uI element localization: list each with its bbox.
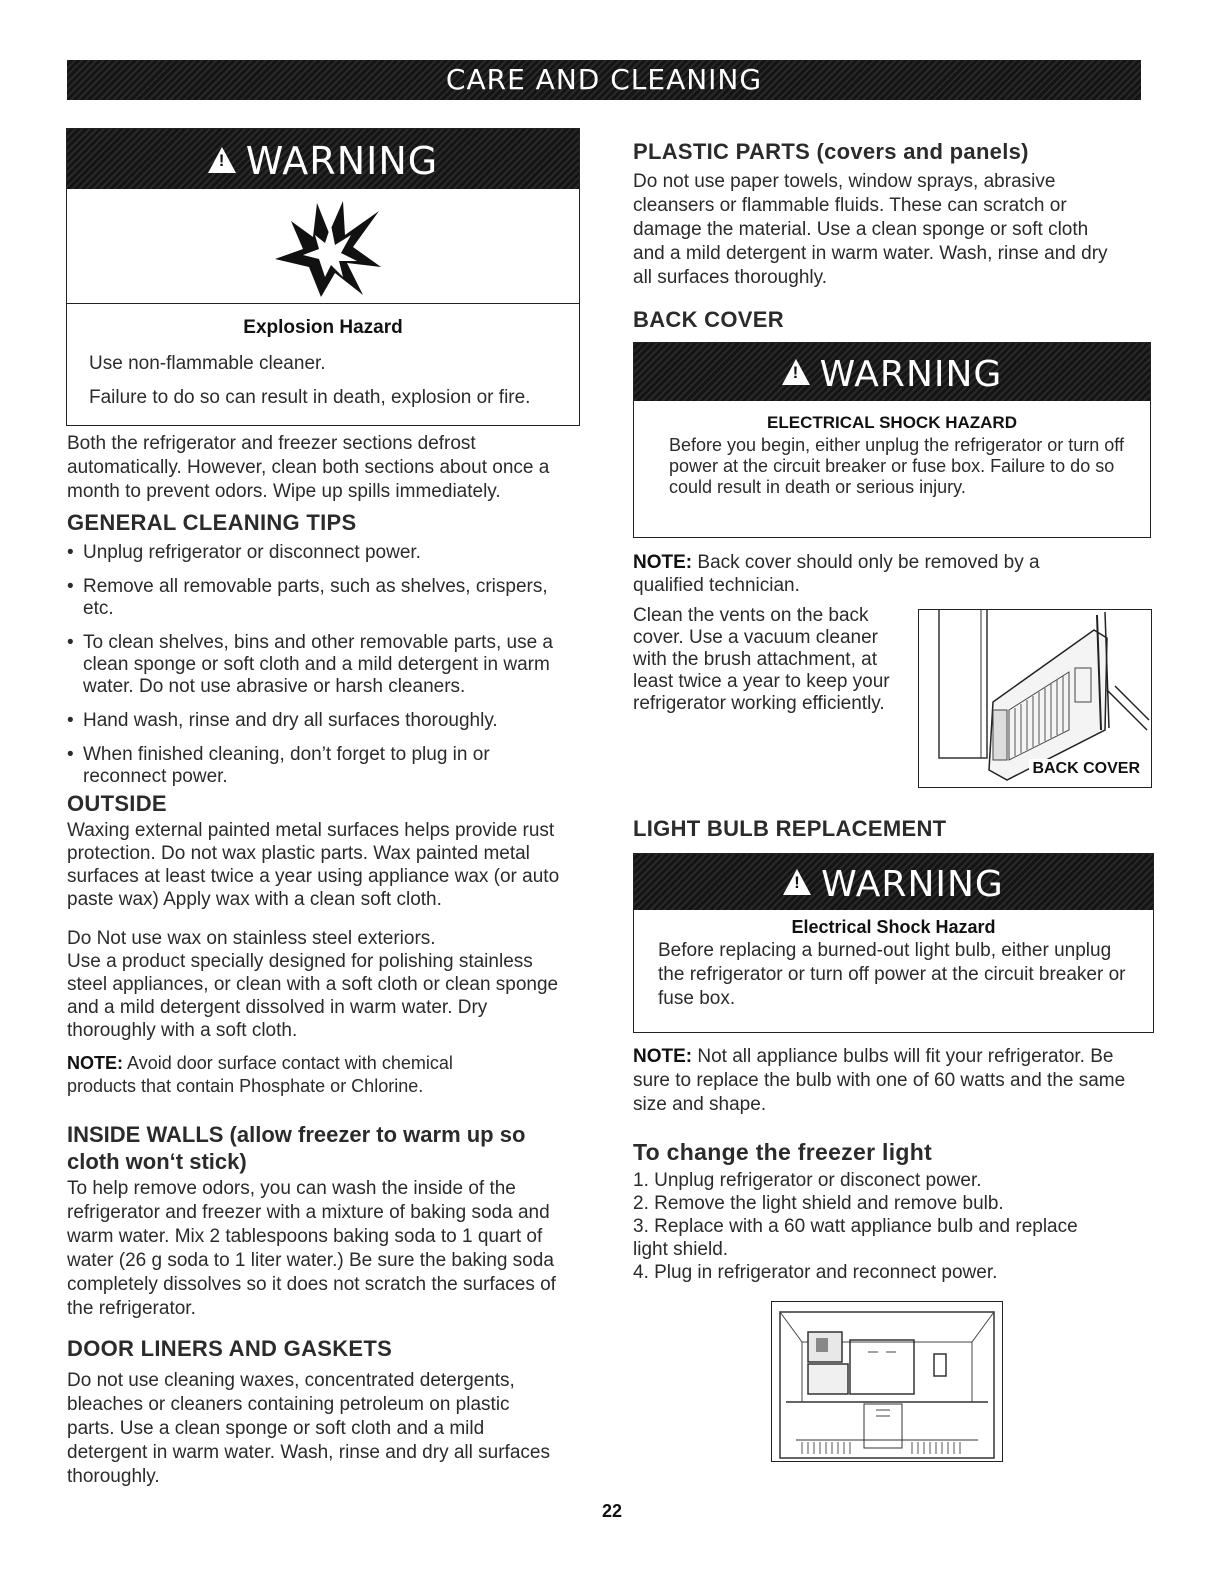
door-liners-paragraph: Do not use cleaning waxes, concentrated detergents, bleaches or cleaners containing petroleum on plastic parts. Use a clean sponge or soft cloth and a mild detergent in warm water. Wash, rinse and dry all surfaces thoroughly. (67, 1370, 550, 1487)
warning-hazard: ELECTRICAL SHOCK HAZARD (767, 413, 1017, 432)
general-cleaning-tips-heading: GENERAL CLEANING TIPS (67, 510, 357, 535)
note-text: Back cover should only be removed by a qualified technician. (633, 552, 1040, 596)
freezer-interior-illustration (772, 1302, 1002, 1461)
list-item: • When finished cleaning, don’t forget to plug in or reconnect power. (67, 744, 562, 788)
outside-heading: OUTSIDE (67, 791, 167, 816)
outside-paragraph-1: Waxing external painted metal surfaces helps provide rust protection. Do not wax plastic parts. Wax painted metal surfaces at least twice a year using appliance wax (or auto paste wax) Apply wax with a clean soft cloth. (67, 820, 560, 910)
outside-note (67, 1052, 517, 1098)
warning-title: WARNING (245, 139, 439, 183)
light-bulb-note (633, 1045, 1153, 1117)
note-label: NOTE: (633, 552, 693, 573)
warning-box-light-bulb (633, 853, 1154, 1033)
back-cover-figure (918, 609, 1152, 788)
inside-walls-heading: INSIDE WALLS (allow freezer to warm up so cloth won‘t stick) (67, 1122, 526, 1174)
list-item: • Hand wash, rinse and dry all surfaces thoroughly. (67, 710, 562, 732)
warning-text: Before replacing a burned-out light bulb, either unplug the refrigerator or turn off power at the circuit breaker or fuse box. (658, 940, 1126, 1009)
list-item: • Remove all removable parts, such as shelves, crispers, etc. (67, 576, 562, 620)
list-item: 2. Remove the light shield and remove bulb. (633, 1193, 1004, 1214)
warning-line-1: Use non-flammable cleaner. (89, 353, 326, 374)
section-header (67, 60, 1141, 100)
back-cover-heading: BACK COVER (633, 307, 784, 332)
back-cover-note (633, 551, 1093, 597)
list-item: • To clean shelves, bins and other removable parts, use a clean sponge or soft cloth and a mild detergent in warm water. Do not use abrasive or harsh cleaners. (67, 632, 562, 698)
freezer-light-heading: To change the freezer light (633, 1139, 933, 1165)
note-text: Avoid door surface contact with chemical products that contain Phosphate or Chlorine. (67, 1053, 453, 1096)
inside-walls-paragraph: To help remove odors, you can wash the inside of the refrigerator and freezer with a mixture of baking soda and warm water. Mix 2 tablespoons baking soda to 1 quart of water (26 g soda to 1 liter water.) Be sure the baking soda completely dissolves so it does not scratch the surfaces of the refrigerator. (67, 1178, 556, 1319)
warning-banner (67, 129, 579, 189)
outside-paragraph-3: Use a product specially designed for polishing stainless steel appliances, or clean with a soft cloth or clean sponge and a mild detergent dissolved in warm water. Dry thoroughly with a soft cloth. (67, 951, 559, 1041)
outside-paragraph-2: Do Not use wax on stainless steel exteriors. (67, 928, 436, 949)
figure-label: BACK COVER (1029, 759, 1143, 779)
page-number: 22 (601, 1501, 623, 1521)
explosion-icon (273, 197, 383, 302)
warning-hazard: Electrical Shock Hazard (791, 917, 996, 937)
warning-hazard: Explosion Hazard (243, 317, 403, 338)
warning-box-explosion (66, 128, 580, 426)
warning-title: WARNING (821, 864, 1004, 905)
warning-title: WARNING (819, 354, 1003, 395)
plastic-parts-paragraph: Do not use paper towels, window sprays, abrasive cleansers or flammable fluids. These can scratch or damage the material. Use a clean sponge or soft cloth and a mild detergent in warm water. Wash, rinse and dry all surfaces thoroughly. (633, 171, 1108, 288)
list-item: 1. Unplug refrigerator or disconect power. (633, 1170, 982, 1191)
list-item: 4. Plug in refrigerator and reconnect power. (633, 1262, 998, 1283)
list-item: • Unplug refrigerator or disconnect power. (67, 542, 562, 564)
section-title: CARE AND CLEANING (445, 63, 763, 96)
door-liners-heading: DOOR LINERS AND GASKETS (67, 1336, 393, 1361)
note-text: Not all appliance bulbs will fit your refrigerator. Be sure to replace the bulb with one of 60 watts and the same size and shape. (633, 1046, 1126, 1115)
back-cover-paragraph: Clean the vents on the back cover. Use a vacuum cleaner with the brush attachment, at least twice a year to keep your refrigerator working efficiently. (633, 605, 890, 714)
note-label: NOTE: (633, 1046, 693, 1067)
warning-triangle-icon (208, 147, 236, 173)
warning-divider (67, 303, 579, 304)
freezer-light-steps (633, 1169, 1113, 1284)
freezer-interior-figure (771, 1301, 1003, 1462)
note-label: NOTE: (67, 1053, 123, 1073)
warning-line-2: Failure to do so can result in death, explosion or fire. (89, 387, 531, 408)
warning-triangle-icon (783, 869, 811, 895)
general-cleaning-tips-list (67, 542, 562, 800)
warning-banner (634, 343, 1150, 401)
warning-triangle-icon (782, 359, 810, 385)
warning-box-back-cover (633, 342, 1151, 538)
light-bulb-heading: LIGHT BULB REPLACEMENT (633, 816, 947, 841)
intro-paragraph: Both the refrigerator and freezer sections defrost automatically. However, clean both sections about once a month to prevent odors. Wipe up spills immediately. (67, 433, 550, 502)
warning-banner (634, 854, 1153, 910)
plastic-parts-heading: PLASTIC PARTS (covers and panels) (633, 139, 1029, 164)
list-item: 3. Replace with a 60 watt appliance bulb and replace light shield. (633, 1216, 1078, 1260)
warning-text: Before you begin, either unplug the refrigerator or turn off power at the circuit breaker or fuse box. Failure to do so could result in death or serious injury. (669, 435, 1124, 497)
